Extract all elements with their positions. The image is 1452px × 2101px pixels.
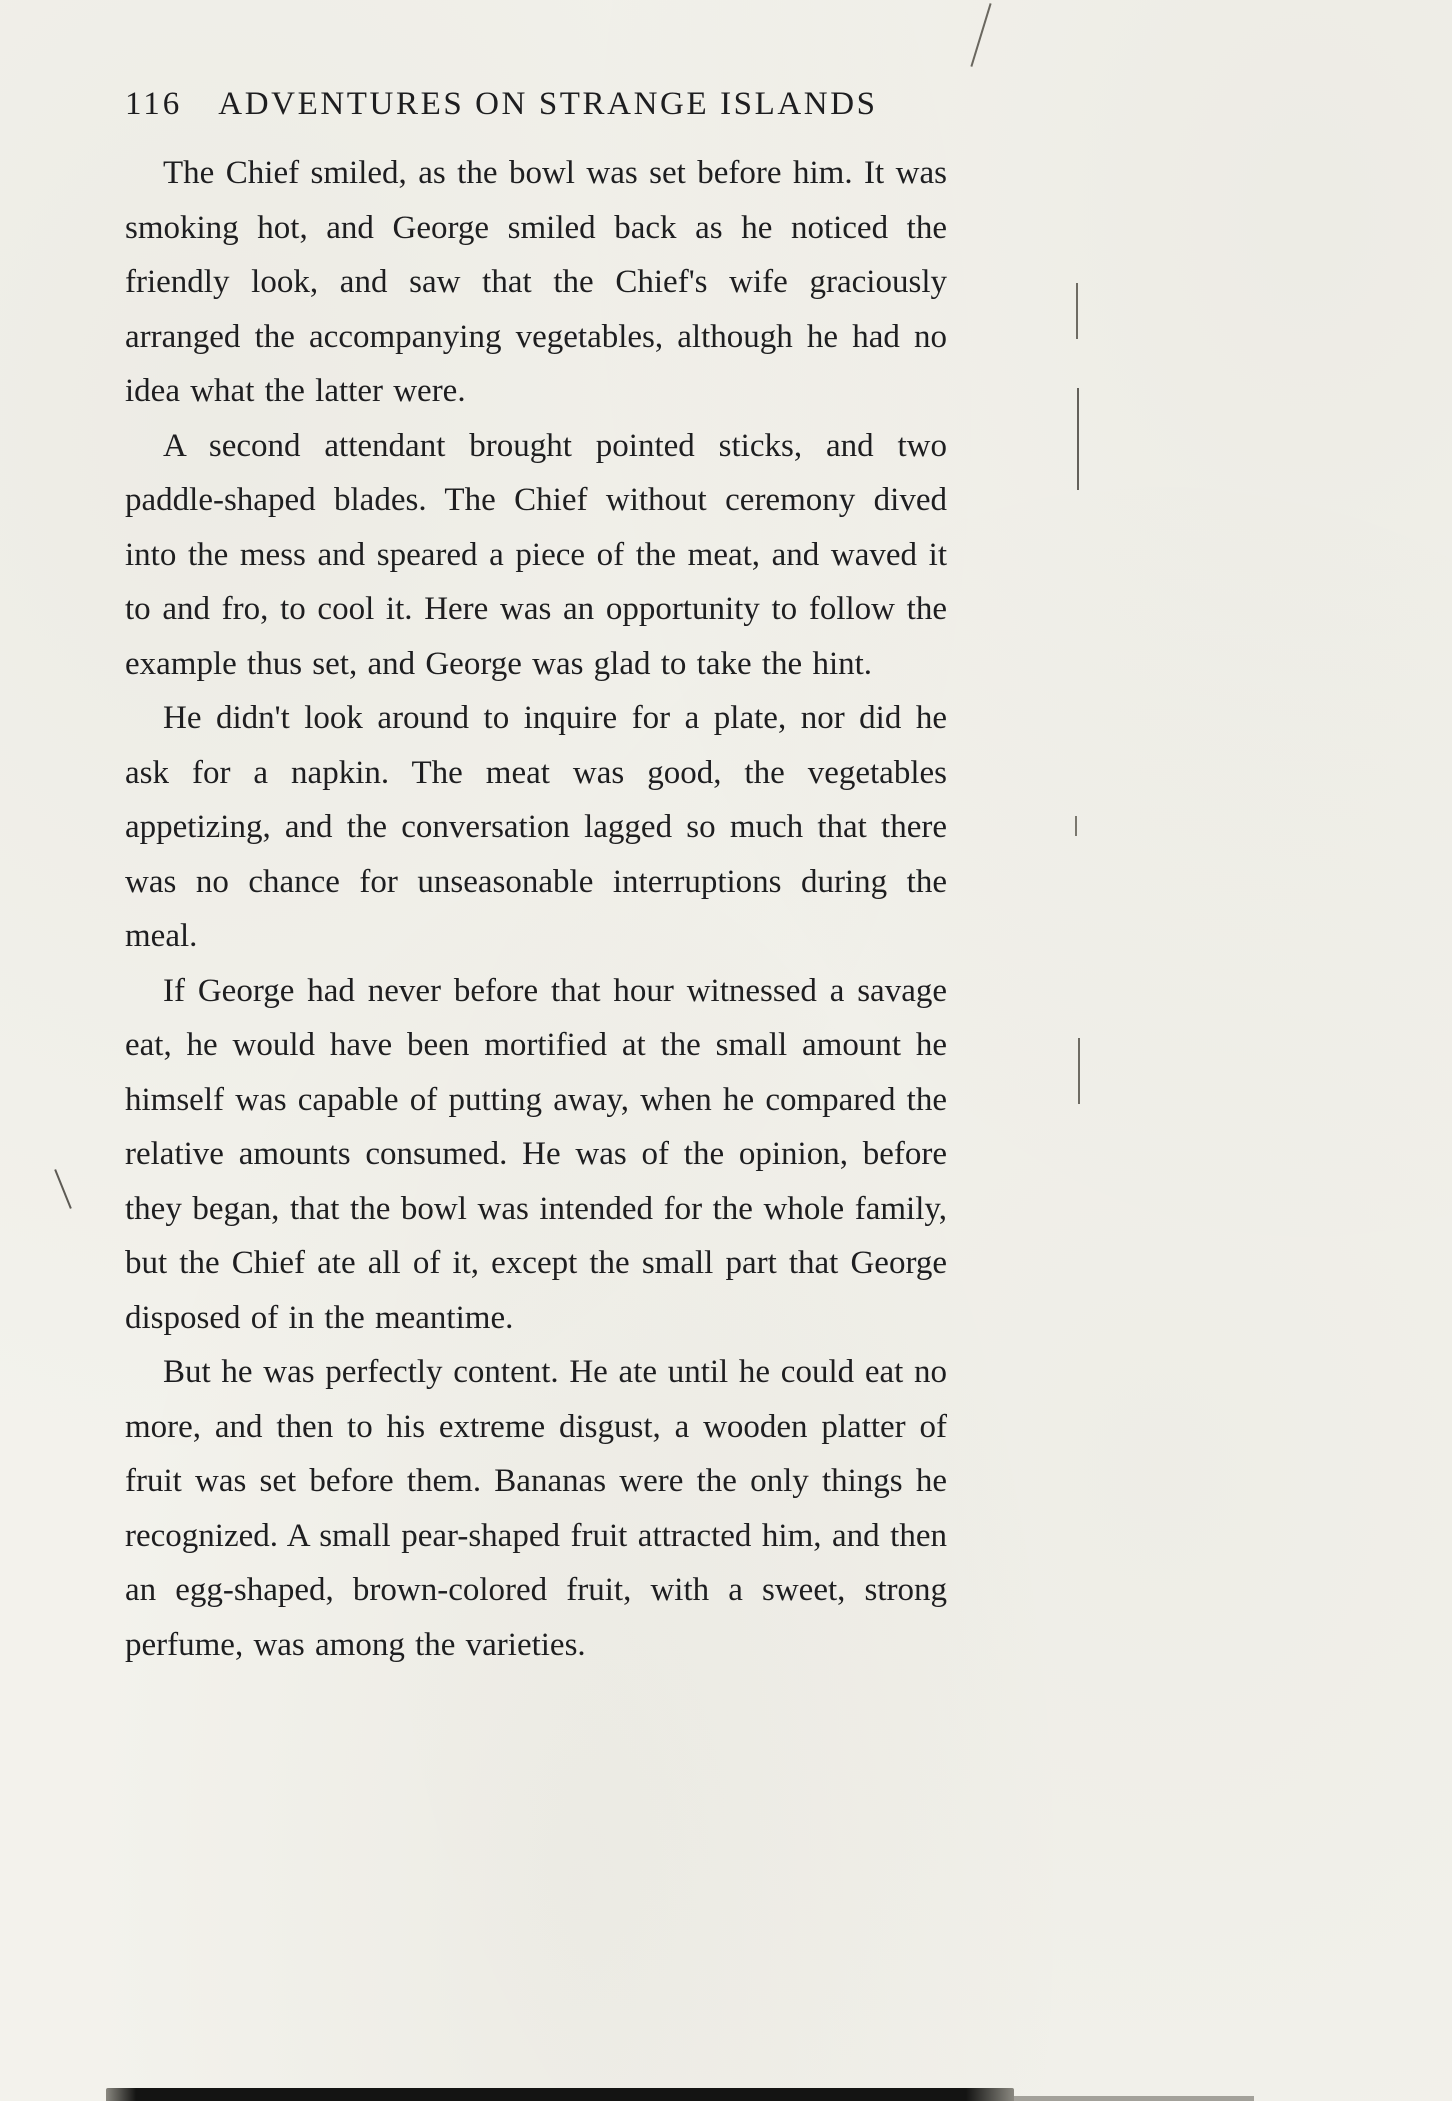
paragraph: If George had never before that hour witnessed a savage eat, he would have been mortified at the small amount he himself was capable of putting away, when he compared the relative amounts consumed. He was of the opinion, before they began, that the bowl was intended for the whole family, but the Chief ate all of it, except the small part that George disposed of in the meantime. bbox=[125, 972, 947, 1336]
paragraph: A second attendant brought pointed sticks, and two paddle-shaped blades. The Chief without ceremony dived into the mess and speared a piece of the meat, and waved it to and fro, to cool it. Here was an opportunity to follow the example thus set, and George was glad to take the hint. bbox=[125, 427, 947, 682]
page-body bbox=[125, 146, 947, 1672]
scan-artifact-diagonal-line bbox=[970, 3, 991, 67]
scan-artifact-page-edge-shadow bbox=[1014, 2096, 1254, 2101]
scan-artifact-vertical-line bbox=[1078, 1038, 1080, 1104]
scan-artifact-vertical-line bbox=[1077, 388, 1079, 490]
scan-artifact-vertical-line bbox=[1075, 816, 1077, 836]
paragraph: The Chief smiled, as the bowl was set before him. It was smoking hot, and George smiled back as he noticed the friendly look, and saw that the Chief's wife graciously arranged the accompanying vegetables, although he had no idea what the latter were. bbox=[125, 155, 947, 409]
page-number: 116 bbox=[125, 86, 183, 122]
running-title: ADVENTURES ON STRANGE ISLANDS bbox=[218, 86, 878, 122]
page-header bbox=[125, 86, 947, 123]
scan-artifact-vertical-line bbox=[1076, 283, 1078, 339]
scan-artifact-stray-mark bbox=[54, 1169, 72, 1209]
paragraph: But he was perfectly content. He ate until he could eat no more, and then to his extreme disgust, a wooden platter of fruit was set before them. Bananas were the only things he recognized. A small pear-shaped fruit attracted him, and then an egg-shaped, brown-colored fruit, with a sweet, strong perfume, was among the varieties. bbox=[125, 1354, 947, 1663]
paragraph: He didn't look around to inquire for a plate, nor did he ask for a napkin. The meat was good, the vegetables appetizing, and the conversation lagged so much that there was no chance for unseasonable interruptions during the meal. bbox=[125, 700, 947, 954]
scan-artifact-next-page-edge bbox=[106, 2088, 1014, 2101]
